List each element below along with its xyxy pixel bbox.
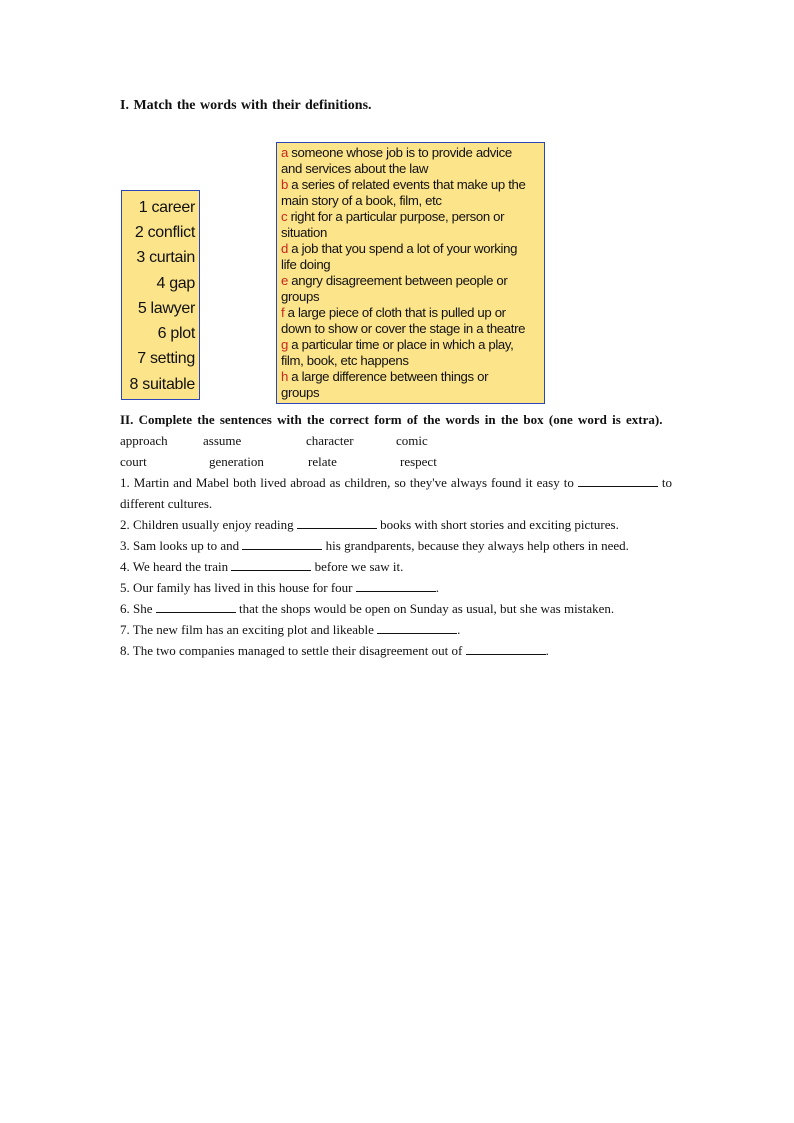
word-item: 8 suitable bbox=[129, 376, 195, 393]
answer-blank[interactable] bbox=[156, 599, 236, 613]
word-item: 1 career bbox=[138, 199, 195, 216]
definition-text: situation bbox=[281, 225, 327, 240]
definition-text: and services about the law bbox=[281, 161, 429, 176]
definition-text: groups bbox=[281, 289, 320, 304]
sentence-8 bbox=[120, 640, 672, 661]
definition-g bbox=[281, 337, 541, 369]
sentence-1 bbox=[120, 472, 672, 514]
answer-blank[interactable] bbox=[377, 620, 457, 634]
definition-text: main story of a book, film, etc bbox=[281, 193, 442, 208]
sentence-text: . bbox=[435, 580, 440, 595]
definition-text: a job that you spend a lot of your working bbox=[287, 241, 518, 256]
definition-letter: c bbox=[281, 209, 288, 224]
definition-text: down to show or cover the stage in a theatre bbox=[281, 321, 526, 336]
sentence-text: 6. She bbox=[120, 601, 156, 616]
definition-d bbox=[281, 241, 541, 273]
answer-blank[interactable] bbox=[242, 536, 322, 550]
definition-text: a series of related events that make up the bbox=[287, 177, 526, 192]
word-bank bbox=[120, 430, 672, 472]
sentence-text: 5. Our family has lived in this house for four bbox=[120, 580, 356, 595]
definition-text: groups bbox=[281, 385, 320, 400]
sentence-text: 3. Sam looks up to and bbox=[120, 538, 243, 553]
sentence-4 bbox=[120, 556, 672, 577]
sentence-text: 7. The new film has an exciting plot and likeable bbox=[120, 622, 378, 637]
sentence-text: that the shops would be open on Sunday as usual, but she was mistaken. bbox=[235, 601, 615, 616]
definition-c bbox=[281, 209, 541, 241]
sentence-text: books with short stories and exciting pictures. bbox=[376, 517, 619, 532]
definition-text: someone whose job is to provide advice bbox=[287, 145, 512, 160]
answer-blank[interactable] bbox=[231, 557, 311, 571]
word-item: 7 setting bbox=[137, 350, 195, 367]
word-item: 2 conflict bbox=[134, 224, 195, 241]
word-item: 4 gap bbox=[156, 275, 195, 292]
word-bank-item: approach bbox=[120, 433, 168, 448]
word-bank-item: generation bbox=[209, 454, 264, 469]
definition-text: a large difference between things or bbox=[287, 369, 489, 384]
definition-e bbox=[281, 273, 541, 305]
definition-text: life doing bbox=[281, 257, 331, 272]
answer-blank[interactable] bbox=[466, 641, 546, 655]
sentence-3 bbox=[120, 535, 672, 556]
sentence-text: . bbox=[457, 622, 461, 637]
sentence-text: his grandparents, because they always help others in need. bbox=[322, 538, 629, 553]
sentence-5 bbox=[120, 577, 672, 598]
word-bank-item: relate bbox=[308, 454, 337, 469]
definition-letter: d bbox=[281, 241, 288, 256]
word-bank-item: character bbox=[306, 433, 354, 448]
definition-text: a particular time or place in which a play, bbox=[287, 337, 514, 352]
sentence-text: . bbox=[545, 643, 549, 658]
definition-letter: h bbox=[281, 369, 288, 384]
answer-blank[interactable] bbox=[578, 473, 658, 487]
definition-text: a large piece of cloth that is pulled up or bbox=[284, 305, 506, 320]
definition-a bbox=[281, 145, 541, 177]
answer-blank[interactable] bbox=[297, 515, 377, 529]
sentence-text: 8. The two companies managed to settle their disagreement out of bbox=[120, 643, 466, 658]
sentence-text: 1. Martin and Mabel both lived abroad as children, so they've always found it easy to bbox=[120, 475, 578, 490]
word-bank-item: assume bbox=[203, 433, 242, 448]
definition-text: angry disagreement between people or bbox=[287, 273, 508, 288]
definition-letter: a bbox=[281, 145, 288, 160]
word-bank-item: respect bbox=[400, 454, 437, 469]
section-2 bbox=[120, 409, 672, 661]
sentence-text: to different cultures. bbox=[120, 475, 672, 511]
sentence-text: 4. We heard the train bbox=[120, 559, 232, 574]
sentence-text: 2. Children usually enjoy reading bbox=[120, 517, 297, 532]
word-bank-item: court bbox=[120, 454, 147, 469]
definition-text: right for a particular purpose, person or bbox=[287, 209, 505, 224]
section-2-heading: II. Complete the sentences with the correct form of the words in the box (one word is extra). bbox=[120, 412, 663, 427]
sentence-6 bbox=[120, 598, 672, 619]
word-item: 6 plot bbox=[157, 325, 195, 342]
sentence-text: before we saw it. bbox=[311, 559, 404, 574]
definition-letter: f bbox=[281, 305, 285, 320]
definition-f bbox=[281, 305, 541, 337]
definition-text: film, book, etc happens bbox=[281, 353, 409, 368]
answer-blank[interactable] bbox=[356, 578, 436, 592]
sentence-2 bbox=[120, 514, 672, 535]
word-bank-item: comic bbox=[396, 433, 428, 448]
section-1-heading: I. Match the words with their definitions. bbox=[120, 98, 372, 113]
definition-h bbox=[281, 369, 541, 401]
words-box bbox=[121, 190, 200, 400]
definition-letter: g bbox=[281, 337, 288, 352]
sentence-7 bbox=[120, 619, 672, 640]
word-item: 5 lawyer bbox=[137, 300, 195, 317]
word-item: 3 curtain bbox=[136, 249, 195, 266]
definition-letter: e bbox=[281, 273, 288, 288]
definition-b bbox=[281, 177, 541, 209]
definitions-box bbox=[276, 142, 545, 404]
definition-letter: b bbox=[281, 177, 288, 192]
